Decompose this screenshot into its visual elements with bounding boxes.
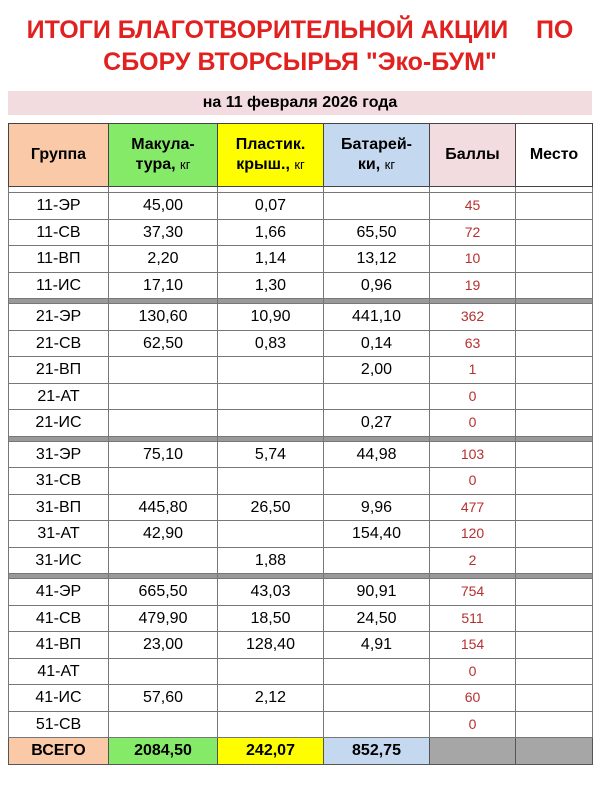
cell-macul [109,468,218,495]
cell-place [516,685,593,712]
cell-batteries: 90,91 [324,579,430,606]
cell-batteries: 2,00 [324,357,430,384]
total-label: ВСЕГО [9,738,109,765]
cell-plastic: 18,50 [218,605,324,632]
cell-group: 21-ЭР [9,304,109,331]
header-group: Группа [9,124,109,187]
cell-points: 0 [430,468,516,495]
table-row [9,219,593,246]
cell-points: 754 [430,579,516,606]
cell-macul: 130,60 [109,304,218,331]
cell-points: 19 [430,272,516,299]
cell-points: 0 [430,410,516,437]
total-plastic: 242,07 [218,738,324,765]
table-row [9,632,593,659]
cell-points: 60 [430,685,516,712]
cell-batteries [324,547,430,574]
cell-place [516,219,593,246]
cell-place [516,547,593,574]
cell-points: 362 [430,304,516,331]
cell-macul: 45,00 [109,193,218,220]
header-macul-unit: кг [180,157,191,172]
cell-group: 11-ЭР [9,193,109,220]
cell-batteries: 13,12 [324,246,430,273]
cell-place [516,494,593,521]
cell-batteries [324,468,430,495]
cell-batteries [324,711,430,738]
table-row [9,193,593,220]
table-row [9,605,593,632]
cell-plastic: 1,14 [218,246,324,273]
cell-plastic: 2,12 [218,685,324,712]
total-batteries: 852,75 [324,738,430,765]
cell-plastic [218,410,324,437]
cell-macul [109,357,218,384]
cell-group: 41-СВ [9,605,109,632]
cell-points: 0 [430,658,516,685]
cell-plastic: 1,88 [218,547,324,574]
cell-points: 154 [430,632,516,659]
table-row [9,685,593,712]
cell-batteries: 154,40 [324,521,430,548]
cell-macul: 62,50 [109,330,218,357]
cell-place [516,579,593,606]
cell-batteries [324,685,430,712]
cell-batteries: 44,98 [324,441,430,468]
table-row [9,441,593,468]
cell-plastic: 1,30 [218,272,324,299]
cell-batteries: 0,14 [324,330,430,357]
cell-group: 31-ВП [9,494,109,521]
cell-group: 11-ИС [9,272,109,299]
table-row [9,272,593,299]
cell-place [516,272,593,299]
cell-group: 31-ИС [9,547,109,574]
cell-plastic [218,658,324,685]
title-line-2: СБОРУ ВТОРСЫРЬЯ "Эко-БУМ" [103,48,497,76]
table-row [9,579,593,606]
report-title [0,14,600,78]
cell-group: 31-АТ [9,521,109,548]
header-plastic-line1: Пластик. [235,136,306,153]
total-place-empty [516,738,593,765]
header-batteries-line1: Батарей- [341,136,412,153]
header-plastic [218,124,324,187]
cell-batteries: 9,96 [324,494,430,521]
cell-points: 2 [430,547,516,574]
cell-group: 31-СВ [9,468,109,495]
table-row [9,521,593,548]
cell-place [516,658,593,685]
table-row [9,494,593,521]
cell-points: 477 [430,494,516,521]
cell-macul: 17,10 [109,272,218,299]
results-body [9,187,593,738]
cell-plastic: 5,74 [218,441,324,468]
cell-place [516,632,593,659]
header-batteries-unit: кг [384,157,396,172]
cell-plastic [218,521,324,548]
cell-batteries: 0,96 [324,272,430,299]
cell-points: 45 [430,193,516,220]
total-macul: 2084,50 [109,738,218,765]
cell-place [516,441,593,468]
cell-place [516,330,593,357]
table-row [9,547,593,574]
cell-place [516,193,593,220]
cell-group: 21-ИС [9,410,109,437]
cell-place [516,605,593,632]
cell-group: 21-АТ [9,383,109,410]
cell-plastic: 10,90 [218,304,324,331]
cell-batteries: 441,10 [324,304,430,331]
table-row [9,304,593,331]
cell-batteries [324,658,430,685]
cell-group: 41-ВП [9,632,109,659]
cell-macul: 75,10 [109,441,218,468]
cell-place [516,521,593,548]
cell-batteries: 24,50 [324,605,430,632]
cell-macul: 665,50 [109,579,218,606]
cell-place [516,468,593,495]
header-batteries-line2: ки, [357,156,381,173]
cell-macul: 42,90 [109,521,218,548]
cell-place [516,711,593,738]
cell-group: 41-ЭР [9,579,109,606]
cell-plastic [218,383,324,410]
header-batteries [324,124,430,187]
cell-points: 511 [430,605,516,632]
cell-plastic: 0,07 [218,193,324,220]
cell-points: 0 [430,711,516,738]
table-row [9,711,593,738]
cell-points: 0 [430,383,516,410]
table-row [9,410,593,437]
cell-place [516,410,593,437]
header-plastic-unit: кг [294,157,305,172]
table-row [9,468,593,495]
cell-plastic: 43,03 [218,579,324,606]
cell-batteries: 4,91 [324,632,430,659]
cell-macul: 57,60 [109,685,218,712]
cell-points: 120 [430,521,516,548]
cell-group: 21-ВП [9,357,109,384]
cell-plastic: 1,66 [218,219,324,246]
cell-plastic: 0,83 [218,330,324,357]
cell-group: 41-АТ [9,658,109,685]
cell-plastic [218,357,324,384]
cell-group: 41-ИС [9,685,109,712]
total-row [9,738,593,765]
cell-place [516,304,593,331]
cell-points: 103 [430,441,516,468]
cell-batteries: 0,27 [324,410,430,437]
cell-points: 72 [430,219,516,246]
cell-macul [109,383,218,410]
cell-macul [109,658,218,685]
cell-place [516,383,593,410]
table-row [9,383,593,410]
cell-macul: 2,20 [109,246,218,273]
cell-points: 1 [430,357,516,384]
cell-group: 11-СВ [9,219,109,246]
table-row [9,330,593,357]
header-points: Баллы [430,124,516,187]
table-row [9,357,593,384]
header-macul-line2: тура, [135,156,176,173]
cell-group: 51-СВ [9,711,109,738]
cell-macul [109,410,218,437]
cell-group: 31-ЭР [9,441,109,468]
cell-macul: 445,80 [109,494,218,521]
report-date: на 11 февраля 2026 года [8,91,592,115]
cell-plastic [218,468,324,495]
title-line-1: ИТОГИ БЛАГОТВОРИТЕЛЬНОЙ АКЦИИ ПО [26,16,574,44]
cell-points: 63 [430,330,516,357]
cell-plastic: 128,40 [218,632,324,659]
cell-group: 21-СВ [9,330,109,357]
table-row [9,658,593,685]
header-macul [109,124,218,187]
table-row [9,246,593,273]
cell-place [516,246,593,273]
cell-batteries [324,383,430,410]
cell-macul [109,711,218,738]
cell-macul: 23,00 [109,632,218,659]
results-table [8,123,593,765]
cell-batteries [324,193,430,220]
cell-macul: 479,90 [109,605,218,632]
cell-points: 10 [430,246,516,273]
header-macul-line1: Макула- [131,136,195,153]
header-place: Место [516,124,593,187]
cell-group: 11-ВП [9,246,109,273]
cell-macul [109,547,218,574]
cell-plastic: 26,50 [218,494,324,521]
cell-macul: 37,30 [109,219,218,246]
cell-place [516,357,593,384]
header-row [9,124,593,187]
total-points-empty [430,738,516,765]
header-plastic-line2: крыш., [236,156,290,173]
cell-plastic [218,711,324,738]
cell-batteries: 65,50 [324,219,430,246]
